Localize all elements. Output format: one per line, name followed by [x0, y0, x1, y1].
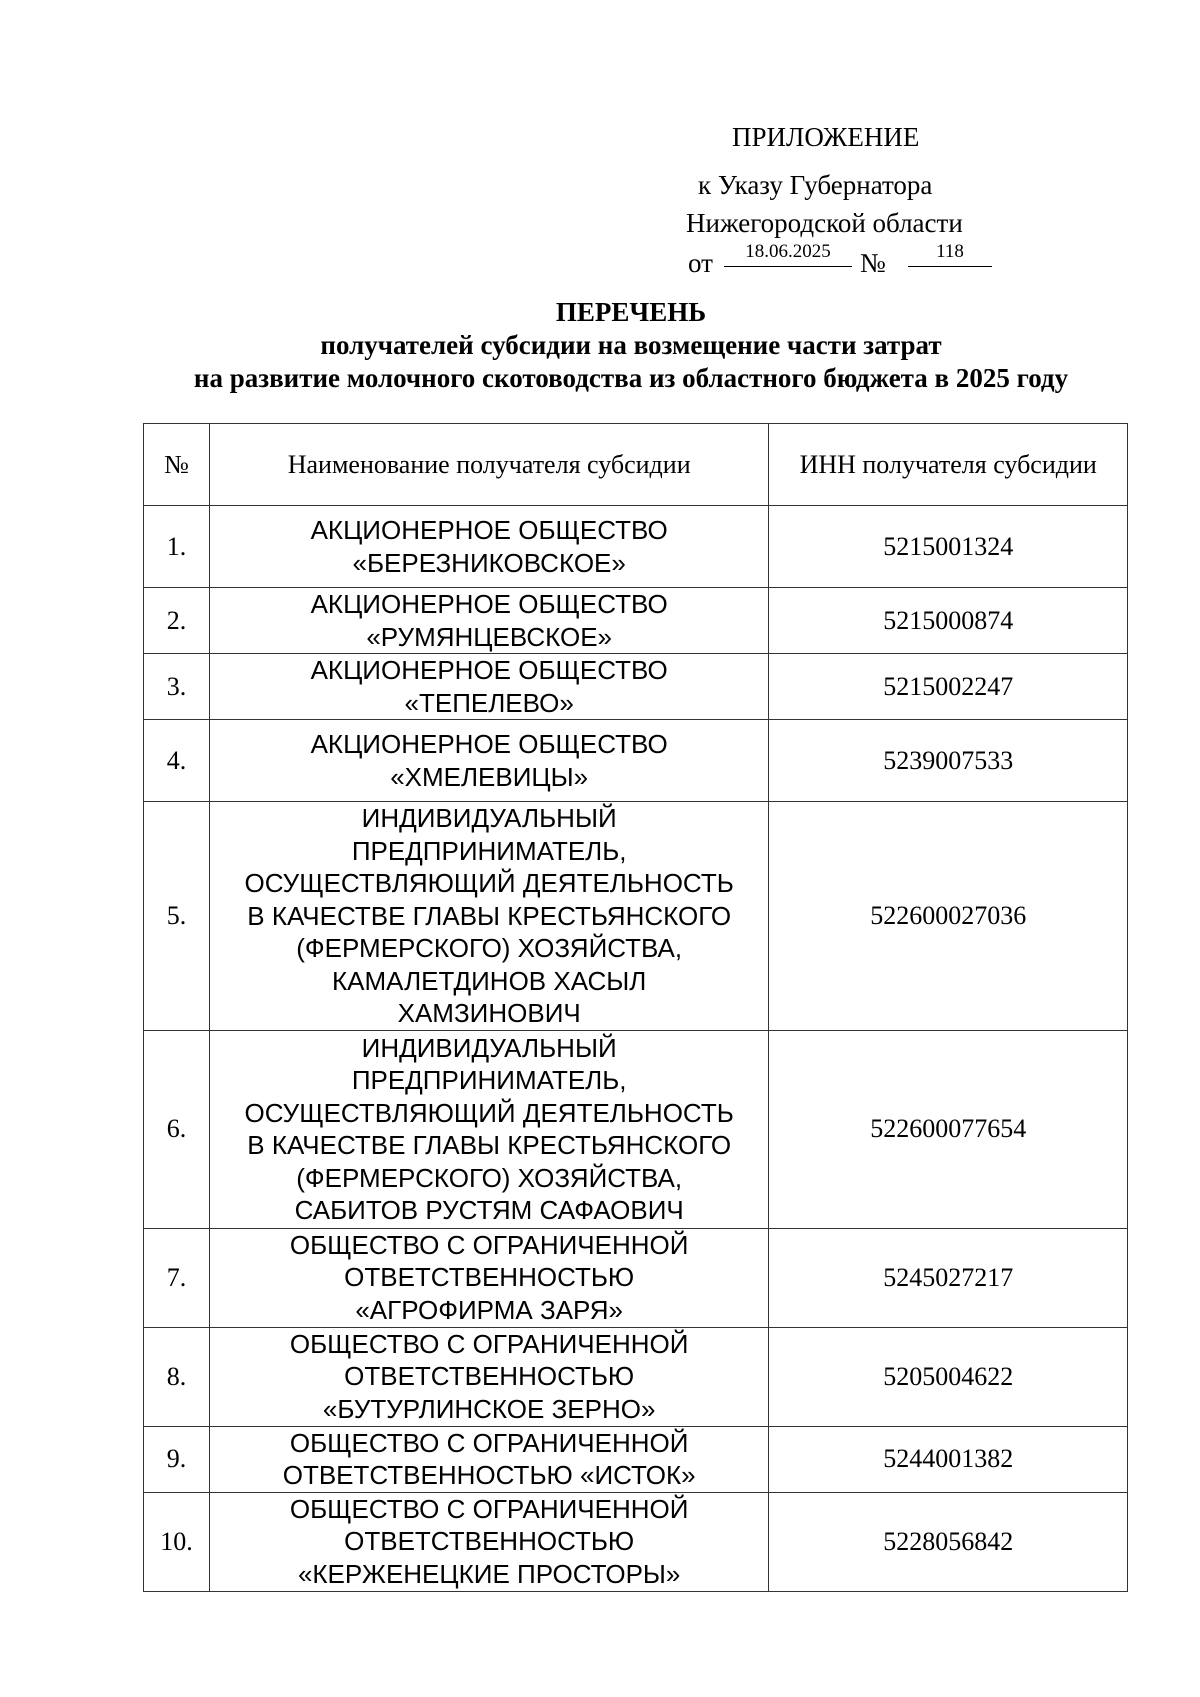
row-number: 9. [144, 1426, 210, 1492]
recipient-name-line: «АГРОФИРМА ЗАРЯ» [355, 1294, 623, 1325]
row-number: 5. [144, 802, 210, 1031]
title-line-2: на развитие молочного скотоводства из областного бюджета в 2025 году [193, 363, 1069, 393]
appendix-label: ПРИЛОЖЕНИЕ [732, 122, 920, 152]
table-row [144, 720, 1128, 802]
row-number: 2. [144, 588, 210, 654]
recipient-name-line: ОТВЕТСТВЕННОСТЬЮ [344, 1361, 635, 1392]
recipient-name-line: АКЦИОНЕРНОЕ ОБЩЕСТВО [310, 515, 668, 545]
recipient-inn: 5245027217 [769, 1228, 1128, 1327]
header-num: № [144, 424, 210, 506]
recipient-name-line: ИНДИВИДУАЛЬНЫЙ [361, 1032, 617, 1063]
decree-number: 118 [908, 238, 992, 267]
recipient-name-line: ОБЩЕСТВО С ОГРАНИЧЕННОЙ [289, 1427, 689, 1458]
table-row [144, 506, 1128, 588]
table-row [144, 1327, 1128, 1426]
recipient-inn: 5244001382 [769, 1426, 1128, 1492]
row-number: 7. [144, 1228, 210, 1327]
recipient-name-line: АКЦИОНЕРНОЕ ОБЩЕСТВО [310, 729, 668, 759]
header-name: Наименование получателя субсидии [209, 424, 768, 506]
region-name: Нижегородской области [686, 208, 963, 238]
document-title [0, 296, 1200, 395]
decree-date: 18.06.2025 [724, 238, 852, 267]
recipient-name-line: ОСУЩЕСТВЛЯЮЩИЙ ДЕЯТЕЛЬНОСТЬ [244, 868, 734, 898]
table-row [144, 654, 1128, 720]
table-row [144, 588, 1128, 654]
recipient-inn: 522600077654 [769, 1030, 1128, 1228]
title-line-1: получателей субсидии на возмещение части затрат [320, 330, 942, 360]
recipient-inn: 522600027036 [769, 802, 1128, 1031]
recipient-inn: 5215001324 [769, 506, 1128, 588]
row-number: 3. [144, 654, 210, 720]
row-number: 8. [144, 1327, 210, 1426]
recipient-inn: 5205004622 [769, 1327, 1128, 1426]
recipient-name-line: САБИТОВ РУСТЯМ САФАОВИЧ [294, 1195, 684, 1225]
recipient-name-line: ОТВЕТСТВЕННОСТЬЮ [344, 1526, 635, 1557]
recipient-name-line: (ФЕРМЕРСКОГО) ХОЗЯЙСТВА, [296, 933, 683, 963]
recipient-name-line: В КАЧЕСТВЕ ГЛАВЫ КРЕСТЬЯНСКОГО [247, 1130, 732, 1160]
header-inn: ИНН получателя субсидии [769, 424, 1128, 506]
table-row [144, 1228, 1128, 1327]
row-number: 4. [144, 720, 210, 802]
recipient-inn: 5228056842 [769, 1492, 1128, 1591]
recipient-name [209, 506, 768, 588]
recipient-name-line: ПРЕДПРИНИМАТЕЛЬ, [351, 835, 627, 866]
recipient-inn: 5215002247 [769, 654, 1128, 720]
row-number: 1. [144, 506, 210, 588]
title-main: ПЕРЕЧЕНЬ [555, 297, 707, 327]
recipient-name [209, 654, 768, 720]
decree-date-number-line [688, 238, 1008, 278]
row-number: 10. [144, 1492, 210, 1591]
table-body [144, 506, 1128, 1592]
recipient-name [209, 1327, 768, 1426]
recipient-name-line: ИНДИВИДУАЛЬНЫЙ [361, 803, 617, 833]
recipient-name-line: «РУМЯНЦЕВСКОЕ» [366, 621, 612, 652]
recipient-name-line: АКЦИОНЕРНОЕ ОБЩЕСТВО [310, 655, 668, 685]
table-row [144, 802, 1128, 1031]
table-row [144, 1030, 1128, 1228]
recipient-name-line: ОБЩЕСТВО С ОГРАНИЧЕННОЙ [289, 1328, 689, 1359]
recipient-name-line: КАМАЛЕТДИНОВ ХАСЫЛ [332, 965, 647, 996]
recipient-name-line: «КЕРЖЕНЕЦКИЕ ПРОСТОРЫ» [297, 1558, 681, 1589]
recipient-name-line: АКЦИОНЕРНОЕ ОБЩЕСТВО [310, 589, 668, 619]
row-number: 6. [144, 1030, 210, 1228]
recipient-name-line: «БЕРЕЗНИКОВСКОЕ» [352, 547, 626, 578]
recipient-name-line: ОТВЕТСТВЕННОСТЬЮ «ИСТОК» [282, 1460, 696, 1490]
recipient-name-line: «ХМЕЛЕВИЦЫ» [390, 761, 589, 792]
recipient-name-line: «ТЕПЕЛЕВО» [404, 687, 574, 718]
recipient-name-line: ПРЕДПРИНИМАТЕЛЬ, [351, 1065, 627, 1095]
recipient-name-line: ОСУЩЕСТВЛЯЮЩИЙ ДЕЯТЕЛЬНОСТЬ [244, 1097, 734, 1128]
recipient-name [209, 802, 768, 1031]
recipients-table [143, 423, 1128, 1592]
table-row [144, 1492, 1128, 1591]
decree-reference: к Указу Губернатора [698, 170, 933, 200]
table-row [144, 1426, 1128, 1492]
recipient-name-line: (ФЕРМЕРСКОГО) ХОЗЯЙСТВА, [296, 1162, 683, 1193]
recipient-name-line: ОБЩЕСТВО С ОГРАНИЧЕННОЙ [289, 1229, 689, 1260]
recipient-name-line: В КАЧЕСТВЕ ГЛАВЫ КРЕСТЬЯНСКОГО [247, 900, 732, 931]
recipient-name [209, 588, 768, 654]
recipient-name [209, 720, 768, 802]
recipient-name-line: ХАМЗИНОВИЧ [397, 998, 581, 1028]
number-sign: № [860, 248, 886, 278]
recipient-inn: 5215000874 [769, 588, 1128, 654]
recipient-name [209, 1030, 768, 1228]
recipient-name [209, 1426, 768, 1492]
table-header-row [144, 424, 1128, 506]
recipient-name [209, 1492, 768, 1591]
recipient-inn: 5239007533 [769, 720, 1128, 802]
recipient-name-line: ОТВЕТСТВЕННОСТЬЮ [344, 1262, 635, 1293]
recipient-name-line: «БУТУРЛИНСКОЕ ЗЕРНО» [322, 1393, 656, 1424]
date-prefix: от [688, 248, 713, 278]
recipient-name [209, 1228, 768, 1327]
recipient-name-line: ОБЩЕСТВО С ОГРАНИЧЕННОЙ [289, 1493, 689, 1524]
